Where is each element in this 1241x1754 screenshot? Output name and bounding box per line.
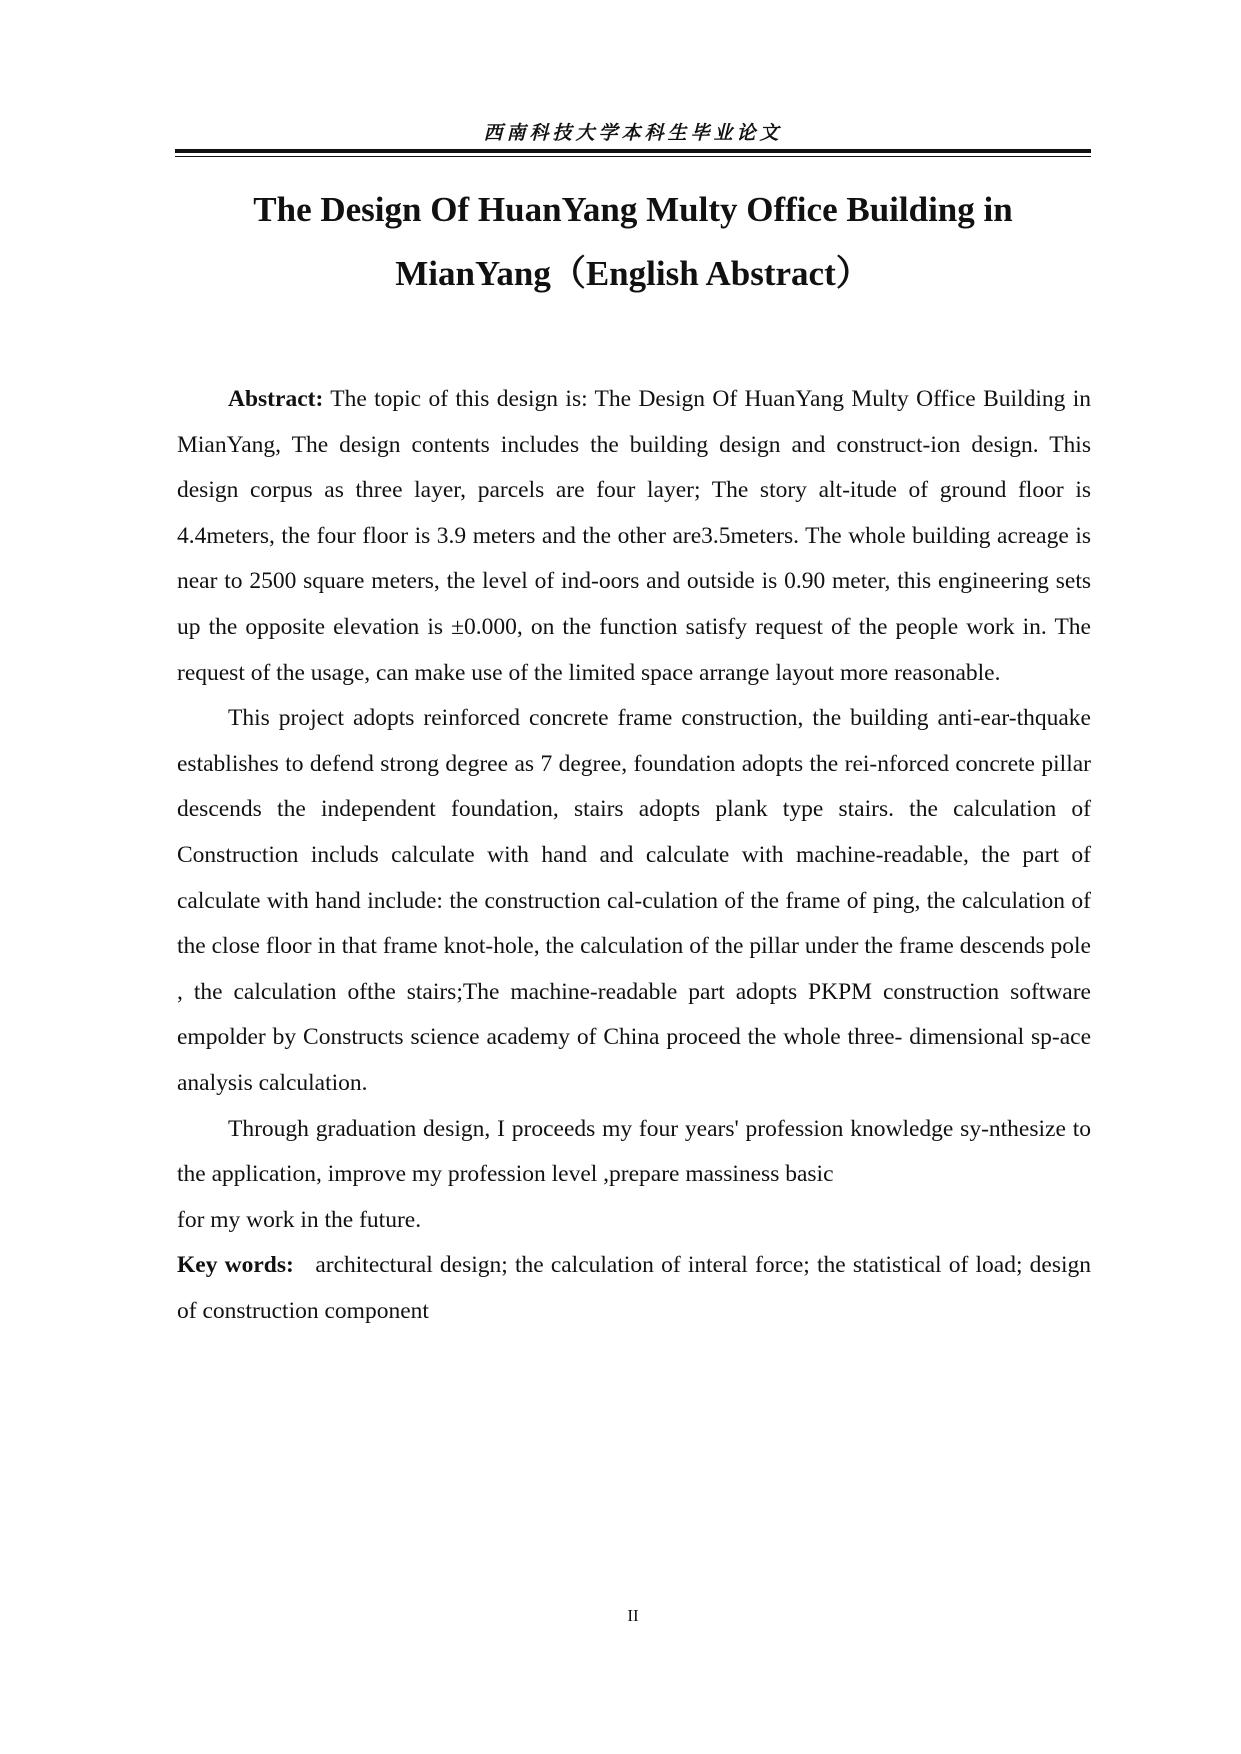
title-line-2: MianYang（English Abstract） xyxy=(395,254,871,293)
abstract-label: Abstract: xyxy=(228,386,324,412)
keywords-label: Key words: xyxy=(177,1252,294,1279)
title-line-1: The Design Of HuanYang Multy Office Building in xyxy=(253,190,1013,229)
abstract-paragraph-1-text: The topic of this design is: The Design Of HuanYang Multy Office Building in MianYang, The design contents includes the building design and construct-ion design. This design corpus as three layer, parcels are four layer; The story alt-itude of ground floor is 4.4meters, the four floor is 3.9 meters and the other are3.5meters. The whole building acreage is near to 2500 square meters, the level of ind-oors and outside is 0.90 meter, this engineering sets up the opposite elevation is ±0.000, on the function satisfy request of the people work in. The request of the usage, can make use of the limited space arrange layout more reasonable. xyxy=(177,386,1091,686)
keywords-text: architectural design; the calculation of interal force; the statistical of load; design of construction component xyxy=(177,1252,1097,1324)
running-header: 西南科技大学本科生毕业论文 xyxy=(483,122,783,144)
page-number: II xyxy=(627,1606,639,1625)
header-rule-thick xyxy=(175,149,1091,153)
abstract-body xyxy=(177,377,1097,1334)
abstract-paragraph-1 xyxy=(177,377,1091,696)
header-rule-thin xyxy=(175,156,1091,157)
abstract-paragraph-3-line-a: Through graduation design, I proceeds my four years' profession knowledge sy-nthesize to the application, improve my profession level ,prepare massiness basic xyxy=(177,1115,1091,1188)
abstract-paragraph-2: This project adopts reinforced concrete frame construction, the building anti-ear-thquake establishes to defend strong degree as 7 degree, foundation adopts the rei-nforced concrete pillar descends the independent foundation, stairs adopts plank type stairs. the calculation of Construction includs calculate with hand and calculate with machine-readable, the part of calculate with hand include: the construction cal-culation of the frame of ping, the calculation of the close floor in that frame knot-hole, the calculation of the pillar under the frame descends pole , the calculation ofthe stairs;The machine-readable part adopts PKPM construction software empolder by Constructs science academy of China proceed the whole three- dimensional sp-ace analysis calculation. xyxy=(177,705,1091,1096)
abstract-paragraph-3-continued: for my work in the future. xyxy=(177,1206,422,1233)
page-title xyxy=(175,178,1091,306)
keywords-paragraph xyxy=(177,1243,1097,1334)
abstract-paragraph-3 xyxy=(177,1107,1091,1198)
